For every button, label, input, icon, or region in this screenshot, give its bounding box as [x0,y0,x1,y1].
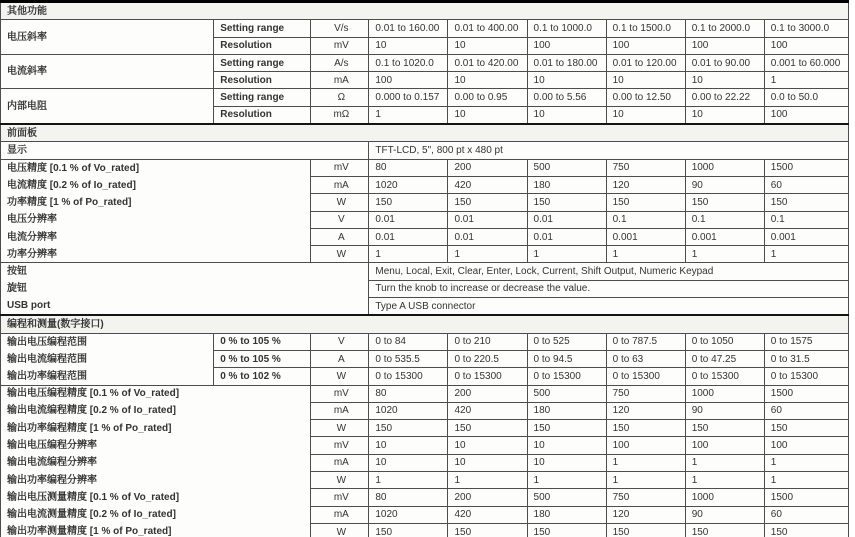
unit-cell: W [311,368,369,385]
value-cell: 0.001 [685,228,764,245]
value-cell: 1 [369,246,448,263]
table-row [1,228,849,245]
range-type-cell: 0 % to 105 % [214,350,311,367]
row-label-cell: 输出功率编程分辨率 [1,472,311,489]
value-cell: 0.1 [764,211,848,228]
unit-cell: V [311,333,369,350]
value-cell: 0 to 31.5 [764,350,848,367]
value-cell: 150 [369,420,448,437]
row-label-cell: 电压分辨率 [1,211,311,228]
value-cell: 1 [685,454,764,471]
range-type-cell: Setting range [214,20,311,37]
value-cell: 150 [527,420,606,437]
value-cell: 0 to 787.5 [606,333,685,350]
value-cell: 0.001 [606,228,685,245]
value-cell: 200 [448,159,527,176]
value-cell: 10 [527,106,606,124]
row-label-cell: 输出电压编程精度 [0.1 % of Vo_rated] [1,385,311,402]
merged-value-cell: Menu, Local, Exit, Clear, Enter, Lock, Current, Shift Output, Numeric Keypad [369,263,849,280]
value-cell: 0 to 1050 [685,333,764,350]
unit-cell: mA [311,506,369,523]
range-type-cell: Setting range [214,54,311,71]
value-cell: 150 [685,420,764,437]
row-label-cell: 内部电阻 [1,89,214,124]
unit-cell: A [311,350,369,367]
value-cell: 0.000 to 0.157 [369,89,448,106]
value-cell: 0.1 to 2000.0 [685,20,764,37]
table-row [1,489,849,506]
table-row [1,523,849,537]
unit-cell: W [311,523,369,537]
value-cell: 420 [448,506,527,523]
value-cell: 100 [685,437,764,454]
table-row [1,454,849,471]
value-cell: 0 to 94.5 [527,350,606,367]
value-cell: 150 [369,194,448,211]
value-cell: 150 [685,194,764,211]
value-cell: 0.00 to 0.95 [448,89,527,106]
range-type-cell: Setting range [214,89,311,106]
value-cell: 60 [764,176,848,193]
value-cell: 100 [606,437,685,454]
row-label-cell: 按钮 [1,263,369,280]
value-cell: 150 [448,523,527,537]
row-label-cell: 输出功率编程范围 [1,368,214,385]
value-cell: 500 [527,385,606,402]
value-cell: 100 [764,437,848,454]
value-cell: 500 [527,489,606,506]
row-label-cell: 电流斜率 [1,54,214,89]
value-cell: 0 to 15300 [685,368,764,385]
range-type-cell: Resolution [214,37,311,54]
value-cell: 1 [606,454,685,471]
value-cell: 1 [685,246,764,263]
row-label-cell: 输出电流编程分辨率 [1,454,311,471]
value-cell: 0 to 15300 [369,368,448,385]
value-cell: 0.00 to 5.56 [527,89,606,106]
value-cell: 100 [606,37,685,54]
value-cell: 1500 [764,385,848,402]
row-label-cell: 电流精度 [0.2 % of Io_rated] [1,176,311,193]
value-cell: 1020 [369,176,448,193]
row-label-cell: 电压斜率 [1,20,214,55]
table-row [1,298,849,316]
value-cell: 0.0 to 50.0 [764,89,848,106]
value-cell: 1 [448,472,527,489]
row-label-cell: 电流分辨率 [1,228,311,245]
value-cell: 200 [448,489,527,506]
value-cell: 0.01 to 160.00 [369,20,448,37]
unit-cell: Ω [311,89,369,106]
value-cell: 0 to 47.25 [685,350,764,367]
value-cell: 1020 [369,402,448,419]
value-cell: 1 [764,72,848,89]
section-header-cell: 编程和测量(数字接口) [1,315,849,333]
table-row [1,368,849,385]
merged-value-cell: TFT-LCD, 5", 800 pt x 480 pt [369,142,849,159]
value-cell: 1 [369,106,448,124]
section-header-cell: 其他功能 [1,2,849,20]
value-cell: 10 [606,106,685,124]
merged-value-cell: Turn the knob to increase or decrease the value. [369,280,849,297]
section-header-row [1,315,849,333]
unit-cell: mV [311,437,369,454]
unit-cell: W [311,472,369,489]
value-cell: 10 [527,454,606,471]
value-cell: 1 [764,472,848,489]
unit-cell: mΩ [311,106,369,124]
value-cell: 500 [527,159,606,176]
table-row [1,211,849,228]
table-row [1,159,849,176]
unit-cell: W [311,246,369,263]
value-cell: 1 [685,472,764,489]
table-row [1,420,849,437]
range-type-cell: 0 % to 105 % [214,333,311,350]
unit-cell: mA [311,176,369,193]
value-cell: 150 [606,194,685,211]
table-row [1,472,849,489]
value-cell: 1 [764,246,848,263]
value-cell: 180 [527,402,606,419]
table-row [1,89,849,106]
value-cell: 420 [448,176,527,193]
value-cell: 1000 [685,385,764,402]
unit-cell: mV [311,489,369,506]
value-cell: 200 [448,385,527,402]
value-cell: 0 to 210 [448,333,527,350]
value-cell: 0 to 84 [369,333,448,350]
value-cell: 1 [448,246,527,263]
table-row [1,263,849,280]
unit-cell: A [311,228,369,245]
value-cell: 0.01 [448,228,527,245]
value-cell: 0 to 220.5 [448,350,527,367]
row-label-cell: 功率精度 [1 % of Po_rated] [1,194,311,211]
value-cell: 150 [685,523,764,537]
value-cell: 100 [764,37,848,54]
value-cell: 90 [685,506,764,523]
value-cell: 0.1 [606,211,685,228]
value-cell: 1 [527,472,606,489]
value-cell: 120 [606,176,685,193]
value-cell: 1000 [685,489,764,506]
value-cell: 10 [606,72,685,89]
value-cell: 0.1 to 1500.0 [606,20,685,37]
value-cell: 0.1 to 1000.0 [527,20,606,37]
value-cell: 0 to 15300 [448,368,527,385]
value-cell: 180 [527,176,606,193]
value-cell: 10 [527,72,606,89]
table-row [1,246,849,263]
value-cell: 10 [685,72,764,89]
range-type-cell: 0 % to 102 % [214,368,311,385]
value-cell: 80 [369,385,448,402]
value-cell: 0.01 to 420.00 [448,54,527,71]
range-type-cell: Resolution [214,106,311,124]
value-cell: 0.01 to 120.00 [606,54,685,71]
value-cell: 10 [685,106,764,124]
table-row [1,280,849,297]
value-cell: 0.1 to 3000.0 [764,20,848,37]
value-cell: 80 [369,489,448,506]
value-cell: 120 [606,402,685,419]
value-cell: 10 [369,37,448,54]
value-cell: 0 to 15300 [764,368,848,385]
value-cell: 420 [448,402,527,419]
value-cell: 0.00 to 12.50 [606,89,685,106]
value-cell: 1 [606,472,685,489]
value-cell: 750 [606,489,685,506]
value-cell: 1 [369,472,448,489]
table-row [1,20,849,37]
value-cell: 0.01 [369,228,448,245]
value-cell: 0.01 to 400.00 [448,20,527,37]
unit-cell: V/s [311,20,369,37]
value-cell: 150 [764,194,848,211]
unit-cell: mV [311,385,369,402]
value-cell: 750 [606,385,685,402]
row-label-cell: 输出功率编程精度 [1 % of Po_rated] [1,420,311,437]
row-label-cell: 输出功率测量精度 [1 % of Po_rated] [1,523,311,537]
row-label-cell: 功率分辨率 [1,246,311,263]
value-cell: 10 [448,72,527,89]
value-cell: 1020 [369,506,448,523]
value-cell: 80 [369,159,448,176]
value-cell: 1 [764,454,848,471]
value-cell: 0.01 [527,228,606,245]
value-cell: 150 [527,194,606,211]
value-cell: 0 to 525 [527,333,606,350]
table-row [1,142,849,159]
table-row [1,350,849,367]
value-cell: 10 [448,437,527,454]
value-cell: 150 [606,523,685,537]
value-cell: 150 [764,420,848,437]
value-cell: 150 [764,523,848,537]
unit-cell: mA [311,454,369,471]
section-header-cell: 前面板 [1,124,849,142]
value-cell: 100 [369,72,448,89]
range-type-cell: Resolution [214,72,311,89]
value-cell: 60 [764,506,848,523]
value-cell: 100 [527,37,606,54]
value-cell: 0.1 [685,211,764,228]
value-cell: 150 [448,420,527,437]
value-cell: 0.1 to 1020.0 [369,54,448,71]
value-cell: 150 [369,523,448,537]
section-header-row [1,2,849,20]
value-cell: 1000 [685,159,764,176]
value-cell: 0.01 to 180.00 [527,54,606,71]
unit-cell: W [311,420,369,437]
table-row [1,437,849,454]
value-cell: 0.00 to 22.22 [685,89,764,106]
unit-cell: V [311,211,369,228]
unit-cell: A/s [311,54,369,71]
value-cell: 0.001 [764,228,848,245]
value-cell: 0 to 15300 [527,368,606,385]
value-cell: 10 [527,437,606,454]
value-cell: 10 [369,454,448,471]
value-cell: 0 to 63 [606,350,685,367]
table-row [1,333,849,350]
value-cell: 150 [527,523,606,537]
value-cell: 10 [448,454,527,471]
value-cell: 0.001 to 60.000 [764,54,848,71]
row-label-cell: 输出电流编程范围 [1,350,214,367]
unit-cell: W [311,194,369,211]
table-row [1,506,849,523]
value-cell: 90 [685,176,764,193]
value-cell: 180 [527,506,606,523]
value-cell: 1 [527,246,606,263]
unit-cell: mA [311,72,369,89]
value-cell: 1 [606,246,685,263]
unit-cell: mV [311,159,369,176]
row-label-cell: 输出电压编程分辨率 [1,437,311,454]
value-cell: 10 [448,37,527,54]
table-row [1,54,849,71]
value-cell: 0.01 [369,211,448,228]
row-label-cell: 显示 [1,142,369,159]
row-label-cell: 输出电流测量精度 [0.2 % of Io_rated] [1,506,311,523]
row-label-cell: 旋钮 [1,280,369,297]
value-cell: 120 [606,506,685,523]
merged-value-cell: Type A USB connector [369,298,849,316]
unit-cell: mA [311,402,369,419]
row-label-cell: USB port [1,298,369,316]
value-cell: 150 [448,194,527,211]
table-row [1,402,849,419]
value-cell: 90 [685,402,764,419]
value-cell: 10 [448,106,527,124]
row-label-cell: 输出电压编程范围 [1,333,214,350]
table-row [1,194,849,211]
row-label-cell: 输出电流编程精度 [0.2 % of Io_rated] [1,402,311,419]
value-cell: 0.01 [448,211,527,228]
row-label-cell: 电压精度 [0.1 % of Vo_rated] [1,159,311,176]
table-row [1,385,849,402]
unit-cell: mV [311,37,369,54]
value-cell: 150 [606,420,685,437]
value-cell: 750 [606,159,685,176]
row-label-cell: 输出电压测量精度 [0.1 % of Vo_rated] [1,489,311,506]
value-cell: 0 to 15300 [606,368,685,385]
value-cell: 1500 [764,489,848,506]
value-cell: 0 to 535.5 [369,350,448,367]
value-cell: 0 to 1575 [764,333,848,350]
table-row [1,176,849,193]
section-header-row [1,124,849,142]
value-cell: 0.01 [527,211,606,228]
value-cell: 60 [764,402,848,419]
value-cell: 0.01 to 90.00 [685,54,764,71]
value-cell: 100 [764,106,848,124]
value-cell: 10 [369,437,448,454]
value-cell: 100 [685,37,764,54]
value-cell: 1500 [764,159,848,176]
